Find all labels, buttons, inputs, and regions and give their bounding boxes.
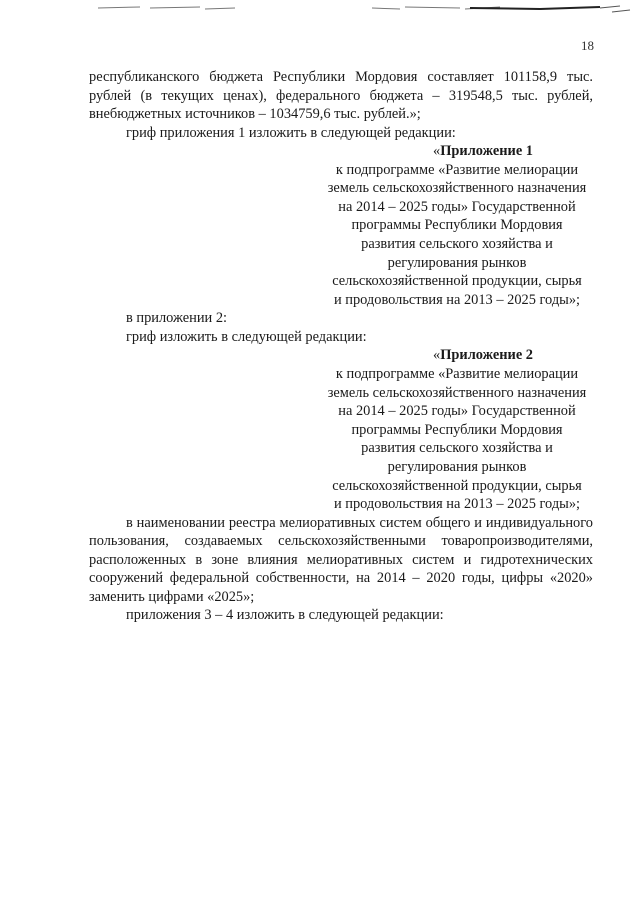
scan-artifact-top — [0, 0, 640, 14]
appendix-2-line: развития сельского хозяйства и — [361, 440, 553, 457]
appendix-2-line: программы Республики Мордовия — [351, 421, 563, 438]
appendix-1-line: программы Республики Мордовия — [351, 217, 563, 234]
appendix-2-title: «Приложение 2 — [433, 347, 533, 364]
appendix-2-line: на 2014 – 2025 годы» Государственной — [338, 403, 576, 420]
appendix-2-line: регулирования рынков — [387, 458, 527, 475]
appendix-1-line: земель сельскохозяйственного назначения — [327, 180, 587, 197]
paragraph-grif-1-intro: гриф приложения 1 изложить в следующей редакции: — [126, 124, 456, 141]
appendix-1-line: сельскохозяйственной продукции, сырья — [332, 273, 582, 290]
appendix-1-line: развития сельского хозяйства и — [361, 235, 553, 252]
appendix-1-line: и продовольствия на 2013 – 2025 годы»; — [333, 291, 581, 308]
page-number: 18 — [581, 38, 594, 53]
paragraph-budget: республиканского бюджета Республики Мордовия составляет 101158,9 тыс. рублей (в текущих ценах), федерального бюджета – 319548,5 тыс. рублей, внебюджетных источников – 1034759,6 тыс. рублей.»; — [89, 69, 593, 122]
paragraph-registry: в наименовании реестра мелиоративных систем общего и индивидуального пользования, создаваемых сельскохозяйственными товаропроизводителями, расположенных в зоне влияния мелиоративных систем и гидротехнических сооружений федеральной собственности, на 2014 – 2020 годы, цифры «2020» заменить цифрами «2025»; — [89, 514, 593, 605]
appendix-1-line: на 2014 – 2025 годы» Государственной — [338, 198, 576, 215]
appendix-1-title: «Приложение 1 — [433, 143, 533, 159]
appendix-1-line: к подпрограмме «Развитие мелиорации — [335, 161, 579, 178]
appendix-2-line: к подпрограмме «Развитие мелиорации — [335, 365, 579, 382]
appendix-2-line: и продовольствия на 2013 – 2025 годы»; — [333, 496, 581, 513]
paragraph-appendix-2: в приложении 2: — [126, 310, 228, 327]
appendix-2-line: сельскохозяйственной продукции, сырья — [332, 477, 582, 494]
appendix-1-line: регулирования рынков — [387, 254, 527, 271]
document-body — [89, 68, 593, 625]
paragraph-appendices-3-4: приложения 3 – 4 изложить в следующей редакции: — [126, 607, 444, 624]
appendix-2-header — [321, 346, 593, 513]
paragraph-grif-2-intro: гриф изложить в следующей редакции: — [126, 328, 367, 345]
appendix-2-line: земель сельскохозяйственного назначения — [327, 384, 587, 401]
appendix-1-header — [321, 142, 593, 309]
